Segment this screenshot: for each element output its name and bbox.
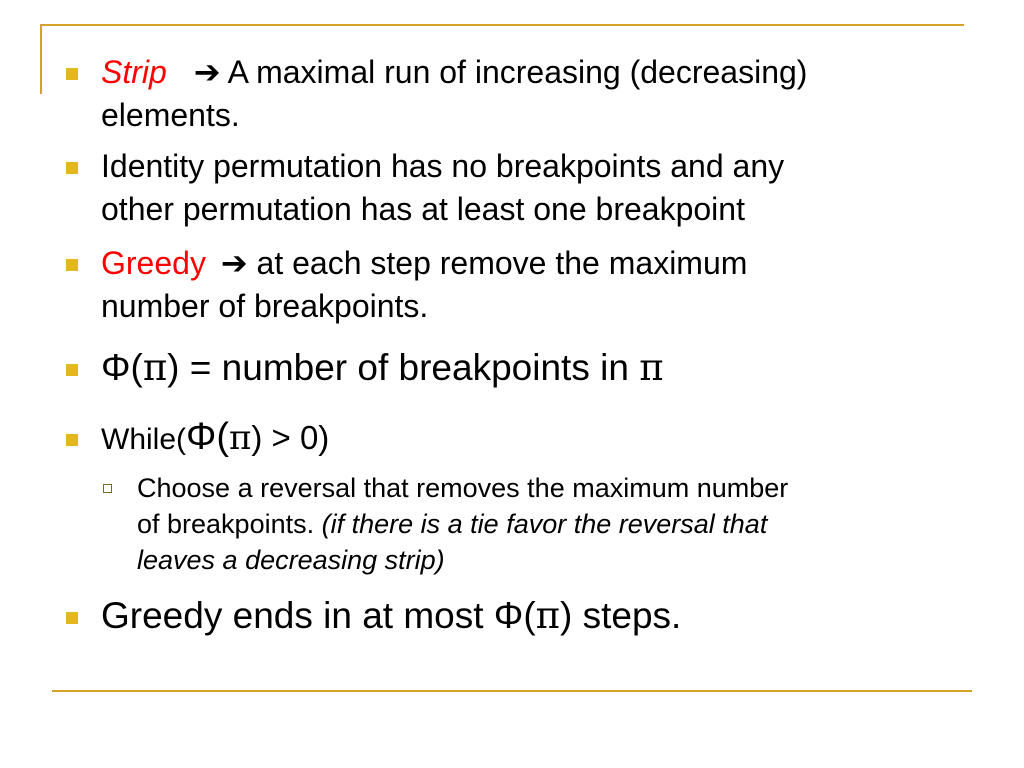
bullet-square-icon (66, 162, 78, 174)
choose-line1: Choose a reversal that removes the maximum number (137, 473, 789, 503)
bullet-greedy-cont (101, 286, 1001, 327)
bullet-phi-definition (101, 344, 1001, 392)
greedy-definition-line1: at each step remove the maximum (256, 245, 748, 281)
while-condition: ) > 0) (251, 419, 330, 456)
right-arrow-icon: ➔ (193, 53, 221, 91)
left-rule (40, 24, 42, 94)
bullet-strip-cont (101, 95, 1001, 136)
bullet-square-icon (66, 364, 78, 376)
strip-definition-line1: A maximal run of increasing (decreasing) (227, 54, 808, 90)
bullet-identity (101, 146, 1001, 187)
top-rule (40, 24, 964, 26)
strip-definition-line2: elements. (101, 97, 240, 133)
tie-note-line2: leaves a decreasing strip) (137, 545, 445, 575)
sub-bullet-choose (137, 470, 997, 507)
while-keyword: While( (101, 423, 187, 456)
right-arrow-icon: ➔ (220, 244, 248, 282)
identity-line2: other permutation has at least one breakpoint (101, 191, 745, 227)
bullet-greedy-ends (101, 592, 1001, 640)
tie-note-line1: (if there is a tie favor the reversal that (321, 509, 768, 539)
identity-line1: Identity permutation has no breakpoints and any (101, 148, 785, 184)
bullet-while (101, 414, 1001, 463)
choose-line2: of breakpoints. (137, 509, 322, 539)
bullet-strip (101, 52, 1001, 93)
sub-bullet-choose-cont (137, 506, 997, 543)
bullet-square-icon (66, 259, 78, 271)
bullet-greedy (101, 243, 1001, 284)
pi-symbol: π (639, 346, 664, 389)
pi-symbol: π (142, 346, 168, 389)
pi-symbol: π (229, 418, 252, 458)
sub-bullet-choose-cont2 (137, 542, 997, 579)
bullet-square-icon (66, 612, 78, 624)
bullet-square-icon (66, 434, 78, 446)
bottom-rule (52, 690, 972, 692)
hollow-square-bullet-icon (103, 484, 112, 493)
term-greedy: Greedy (101, 245, 206, 281)
phi-symbol: Φ( (101, 347, 143, 388)
bullet-square-icon (66, 68, 78, 80)
greedy-ends-text: Greedy ends in at most Φ( (101, 595, 536, 636)
greedy-definition-line2: number of breakpoints. (101, 288, 429, 324)
phi-definition-text: ) = number of breakpoints in (167, 347, 640, 388)
greedy-ends-suffix: ) steps. (559, 595, 682, 636)
bullet-identity-cont (101, 189, 1001, 230)
phi-symbol: Φ( (186, 416, 229, 458)
term-strip: Strip (101, 54, 167, 90)
pi-symbol: π (535, 594, 560, 637)
